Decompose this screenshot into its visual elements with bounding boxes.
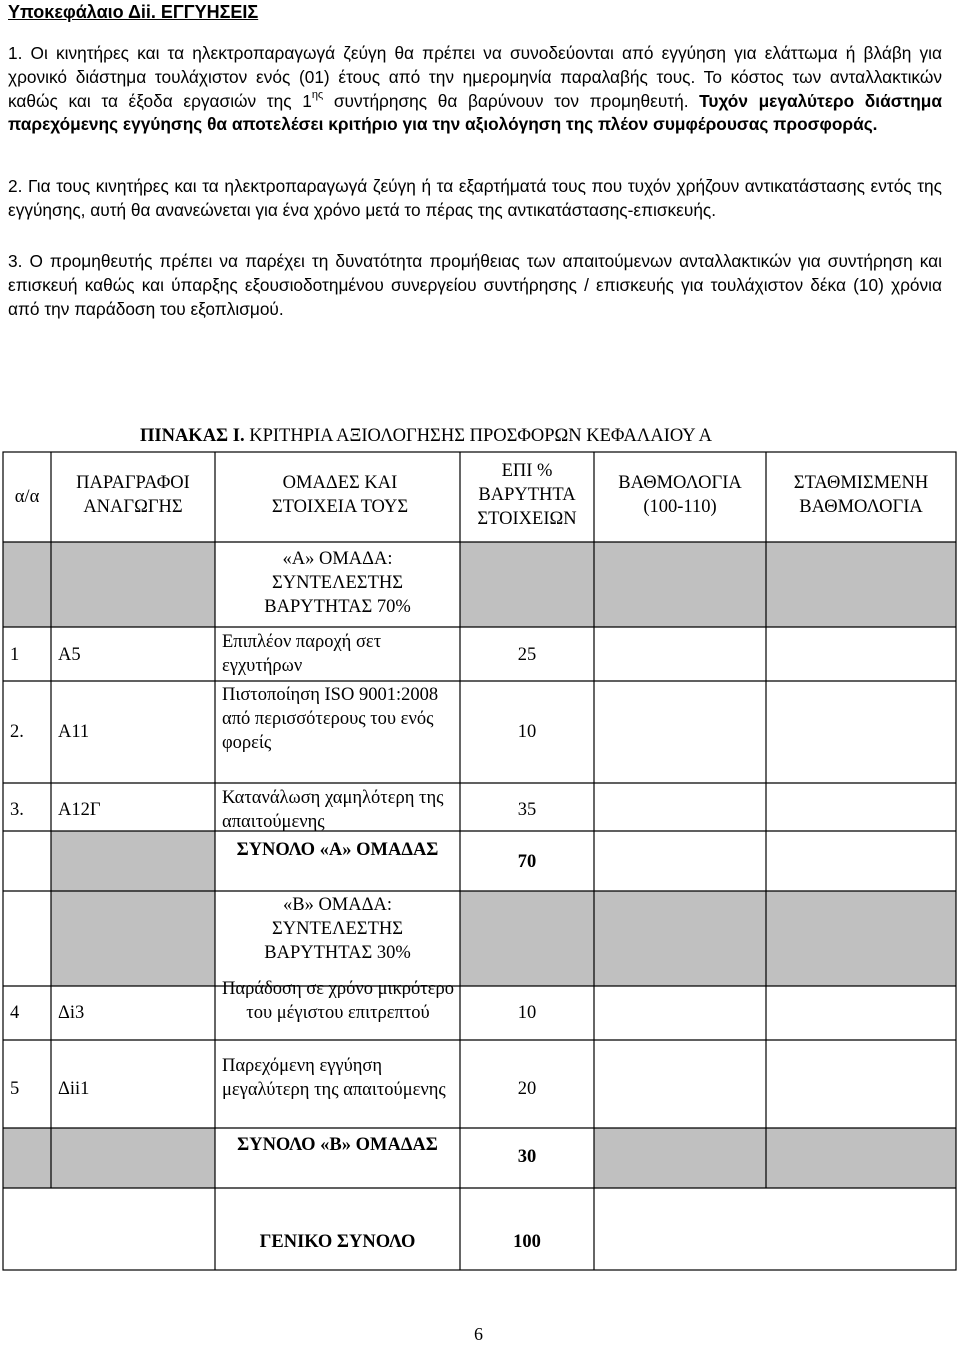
- paragraph-1-bold: Τυχόν μεγαλύτερο διάστημα παρεχόμενης εγγύησης θα αποτελέσει κριτήριο για την αξιολόγηση της πλέον συμφέρουσας προσφοράς.: [8, 90, 942, 135]
- row-1-item: Επιπλέον παροχή σετ εγχυτήρων: [222, 632, 382, 676]
- row-3-item: Κατανάλωση χαμηλότερη της απαιτούμενης: [222, 788, 444, 832]
- row-5-aa: 5: [10, 1079, 20, 1099]
- shade-weighted-b: [766, 891, 956, 986]
- group-a-total-label: ΣΥΝΟΛΟ «Α» ΟΜΑΔΑΣ: [236, 840, 439, 860]
- header-aa: α/α: [14, 487, 40, 507]
- shade-ref-a: [51, 542, 215, 627]
- row-3-ref: Α12Γ: [58, 800, 101, 820]
- paragraph-1: [8, 42, 942, 137]
- header-groups: ΟΜΑΔΕΣ ΚΑΙ ΣΤΟΙΧΕΙΑ ΤΟΥΣ: [271, 473, 409, 517]
- shade-score-b: [594, 891, 766, 986]
- shade-score-a: [594, 542, 766, 627]
- row-2-aa: 2.: [10, 722, 24, 742]
- group-a-header: «Α» ΟΜΑΔΑ: ΣΥΝΤΕΛΕΣΤΗΣ ΒΑΡΥΤΗΤΑΣ 70%: [264, 549, 411, 617]
- row-2-item: Πιστοποίηση ISO 9001:2008 από περισσότερους του ενός φορείς: [222, 685, 439, 753]
- shade-weighted-a: [766, 542, 956, 627]
- paragraph-3: 3. Ο προμηθευτής πρέπει να παρέχει τη δυνατότητα προμήθειας των απαιτούμενων ανταλλακτικών για συντήρηση και επισκευή καθώς και ύπαρξης εξουσιοδοτημένου συνεργείου συντήρησης / επισκευής για τουλάχιστον δέκα (10) χρόνια από την παράδοση του εξοπλισμού.: [8, 251, 942, 319]
- paragraph-1-text-cont: συντήρησης θα βαρύνουν τον προμηθευτή.: [323, 90, 700, 111]
- row-2-ref: Α11: [58, 722, 90, 742]
- row-4-item: Παράδοση σε χρόνο μικρότερο του μέγιστου επιτρεπτού: [222, 979, 454, 1023]
- group-b-total-label: ΣΥΝΟΛΟ «Β» ΟΜΑΔΑΣ: [237, 1135, 438, 1155]
- row-5-weight: 20: [517, 1079, 537, 1099]
- table-title: [140, 426, 712, 447]
- shade-weight-a: [460, 542, 594, 627]
- row-3-aa: 3.: [10, 800, 24, 820]
- row-1-ref: Α5: [58, 645, 81, 665]
- header-weight: ΕΠΙ % ΒΑΡΥΤΗΤΑ ΣΤΟΙΧΕΙΩΝ: [477, 461, 577, 529]
- row-2-weight: 10: [517, 722, 537, 742]
- grand-total: 100: [513, 1232, 541, 1252]
- header-score-range: (100-110): [643, 497, 717, 517]
- paragraph-1-text: 1. Οι κινητήρες και τα ηλεκτροπαραγωγά ζεύγη θα πρέπει να συνοδεύονται από εγγύηση για ελάττωμα ή βλάβη για χρονικό διάστημα τουλάχιστον ενός (01) έτους από την ημερομηνία παραλαβής τους. Το κόστος των ανταλλακτικών καθώς και τα έξοδα εργασιών της 1: [8, 43, 942, 111]
- row-4-ref: Δi3: [58, 1003, 85, 1023]
- header-score-label: ΒΑΘΜΟΛΟΓΙΑ: [618, 473, 742, 493]
- shade-aa-a: [3, 542, 51, 627]
- header-paragraphs: ΠΑΡΑΓΡΑΦΟΙ ΑΝΑΓΩΓΗΣ: [76, 473, 190, 517]
- group-a-total: 70: [517, 852, 537, 872]
- table-title-text: ΚΡΙΤΗΡΙΑ ΑΞΙΟΛΟΓΗΣΗΣ ΠΡΟΣΦΟΡΩΝ ΚΕΦΑΛΑΙΟΥ Α: [244, 426, 712, 446]
- group-b-header: «Β» ΟΜΑΔΑ: ΣΥΝΤΕΛΕΣΤΗΣ ΒΑΡΥΤΗΤΑΣ 30%: [264, 895, 411, 963]
- header-weighted: ΣΤΑΘΜΙΣΜΕΝΗ ΒΑΘΜΟΛΟΓΙΑ: [793, 473, 929, 517]
- shade-weight-b: [460, 891, 594, 986]
- grand-total-label: ΓΕΝΙΚΟ ΣΥΝΟΛΟ: [259, 1232, 416, 1252]
- section-heading: Υποκεφάλαιο Δii. ΕΓΓΥΗΣΕΙΣ: [8, 2, 259, 22]
- row-4-weight: 10: [517, 1003, 537, 1023]
- row-5-ref: Δii1: [58, 1079, 90, 1099]
- row-3-weight: 35: [517, 800, 537, 820]
- row-1-weight: 25: [517, 645, 537, 665]
- header-score: [594, 471, 766, 519]
- paragraph-2: 2. Για τους κινητήρες και τα ηλεκτροπαραγωγά ζεύγη ή τα εξαρτήματά τους που τυχόν χρήζουν αντικατάστασης εντός της εγγύησης, αυτή θα ανανεώνεται για ένα χρόνο μετά το πέρας της αντικατάστασης-επισκευής.: [8, 176, 942, 220]
- ordinal-suffix: ης: [311, 88, 324, 101]
- row-4-aa: 4: [10, 1003, 20, 1023]
- row-5-item: Παρεχόμενη εγγύηση μεγαλύτερη της απαιτούμενης: [222, 1056, 446, 1100]
- table-title-number: ΠΙΝΑΚΑΣ Ι.: [140, 426, 245, 446]
- shade-ref-b: [51, 831, 215, 986]
- row-1-aa: 1: [10, 645, 20, 665]
- shade-bottom-right: [594, 1128, 956, 1188]
- shade-bottom: [3, 1128, 215, 1188]
- page-number: 6: [474, 1324, 483, 1344]
- group-b-total: 30: [517, 1147, 537, 1167]
